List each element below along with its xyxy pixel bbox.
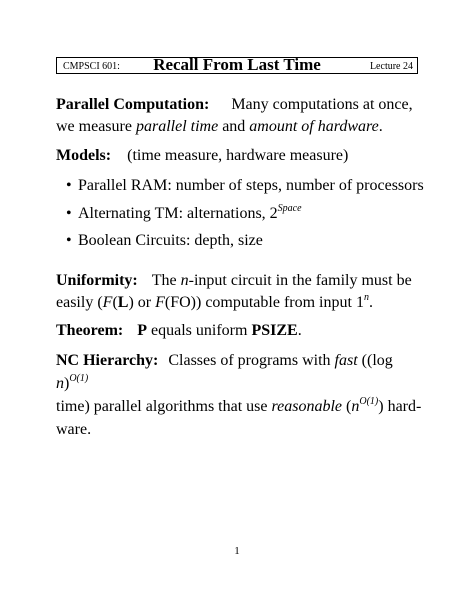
space-superscript: Space xyxy=(277,203,302,214)
uniformity-text: -input circuit in the family must be xyxy=(188,272,412,289)
exp-O1: O(1) xyxy=(69,373,89,384)
parallel-heading: Parallel Computation: xyxy=(56,96,210,113)
exp-O1: O(1) xyxy=(359,396,379,407)
list-item-text: Alternating TM: alternations, 2 xyxy=(78,205,278,222)
var-F: F xyxy=(155,294,165,311)
models-paragraph xyxy=(56,145,426,167)
reasonable-em: reasonable xyxy=(271,398,343,415)
var-F: F xyxy=(102,294,113,311)
parallel-text-3: and xyxy=(218,118,250,135)
bullet-icon: • xyxy=(66,205,72,222)
models-heading: Models: xyxy=(56,147,112,164)
theorem-paragraph xyxy=(56,320,426,342)
list-item xyxy=(66,205,302,223)
parallel-text-4: . xyxy=(378,118,383,135)
class-L: L xyxy=(117,294,129,311)
nc-text: ) hard- xyxy=(378,398,422,415)
bullet-icon: • xyxy=(66,232,72,249)
page-number: 1 xyxy=(234,545,240,557)
class-P: P xyxy=(137,322,148,339)
theorem-heading: Theorem: xyxy=(56,322,124,339)
nc-text: ((log xyxy=(357,352,393,369)
course-label: CMPSCI 601: xyxy=(63,61,120,72)
models-text: (time measure, hardware measure) xyxy=(127,147,349,164)
uniformity-text: . xyxy=(368,294,373,311)
theorem-text: . xyxy=(297,322,302,339)
uniformity-text: The xyxy=(151,272,181,289)
bullet-icon: • xyxy=(66,177,72,194)
slide-header xyxy=(56,57,418,74)
uniformity-paragraph: Uniformity: The n-input circuit in the family must be easily (F(L) or F(FO)) computable from input 1$^n$. xyxy=(56,272,412,311)
parallel-text-1: Many computations at once, xyxy=(231,96,413,113)
nc-text: time) parallel algorithms that use xyxy=(56,398,272,415)
uniformity-text: (FO)) computable from input 1 xyxy=(164,294,364,311)
lecture-label: Lecture 24 xyxy=(369,61,413,72)
theorem-text: equals uniform xyxy=(147,322,252,339)
list-item xyxy=(66,177,424,195)
nc-heading: NC Hierarchy: xyxy=(56,352,159,369)
var-n: n xyxy=(180,272,189,289)
nc-text: ) xyxy=(64,375,70,392)
nc-text: ware. xyxy=(56,421,92,438)
nc-text: ( xyxy=(342,398,352,415)
list-item-text: Boolean Circuits: depth, size xyxy=(78,232,263,249)
parallel-text-2: we measure xyxy=(56,118,136,135)
var-n: n xyxy=(56,375,64,392)
nc-hierarchy-paragraph xyxy=(56,349,426,441)
parallel-computation-paragraph xyxy=(56,94,426,138)
fast-em: fast xyxy=(334,352,358,369)
slide-title: Recall From Last Time xyxy=(153,55,321,74)
list-item-text: Parallel RAM: number of steps, number of processors xyxy=(78,177,424,194)
uniformity-text: ) or xyxy=(128,294,156,311)
uniformity-heading: Uniformity: xyxy=(56,272,138,289)
exp-n: n xyxy=(363,292,369,303)
uniformity-text: easily ( xyxy=(56,294,103,311)
amount-hardware-em: amount of hardware xyxy=(249,118,379,135)
nc-text: Classes of programs with xyxy=(168,352,335,369)
class-PSIZE: PSIZE xyxy=(251,322,298,339)
parallel-time-em: parallel time xyxy=(135,118,219,135)
var-n: n xyxy=(351,398,360,415)
list-item xyxy=(66,232,263,250)
